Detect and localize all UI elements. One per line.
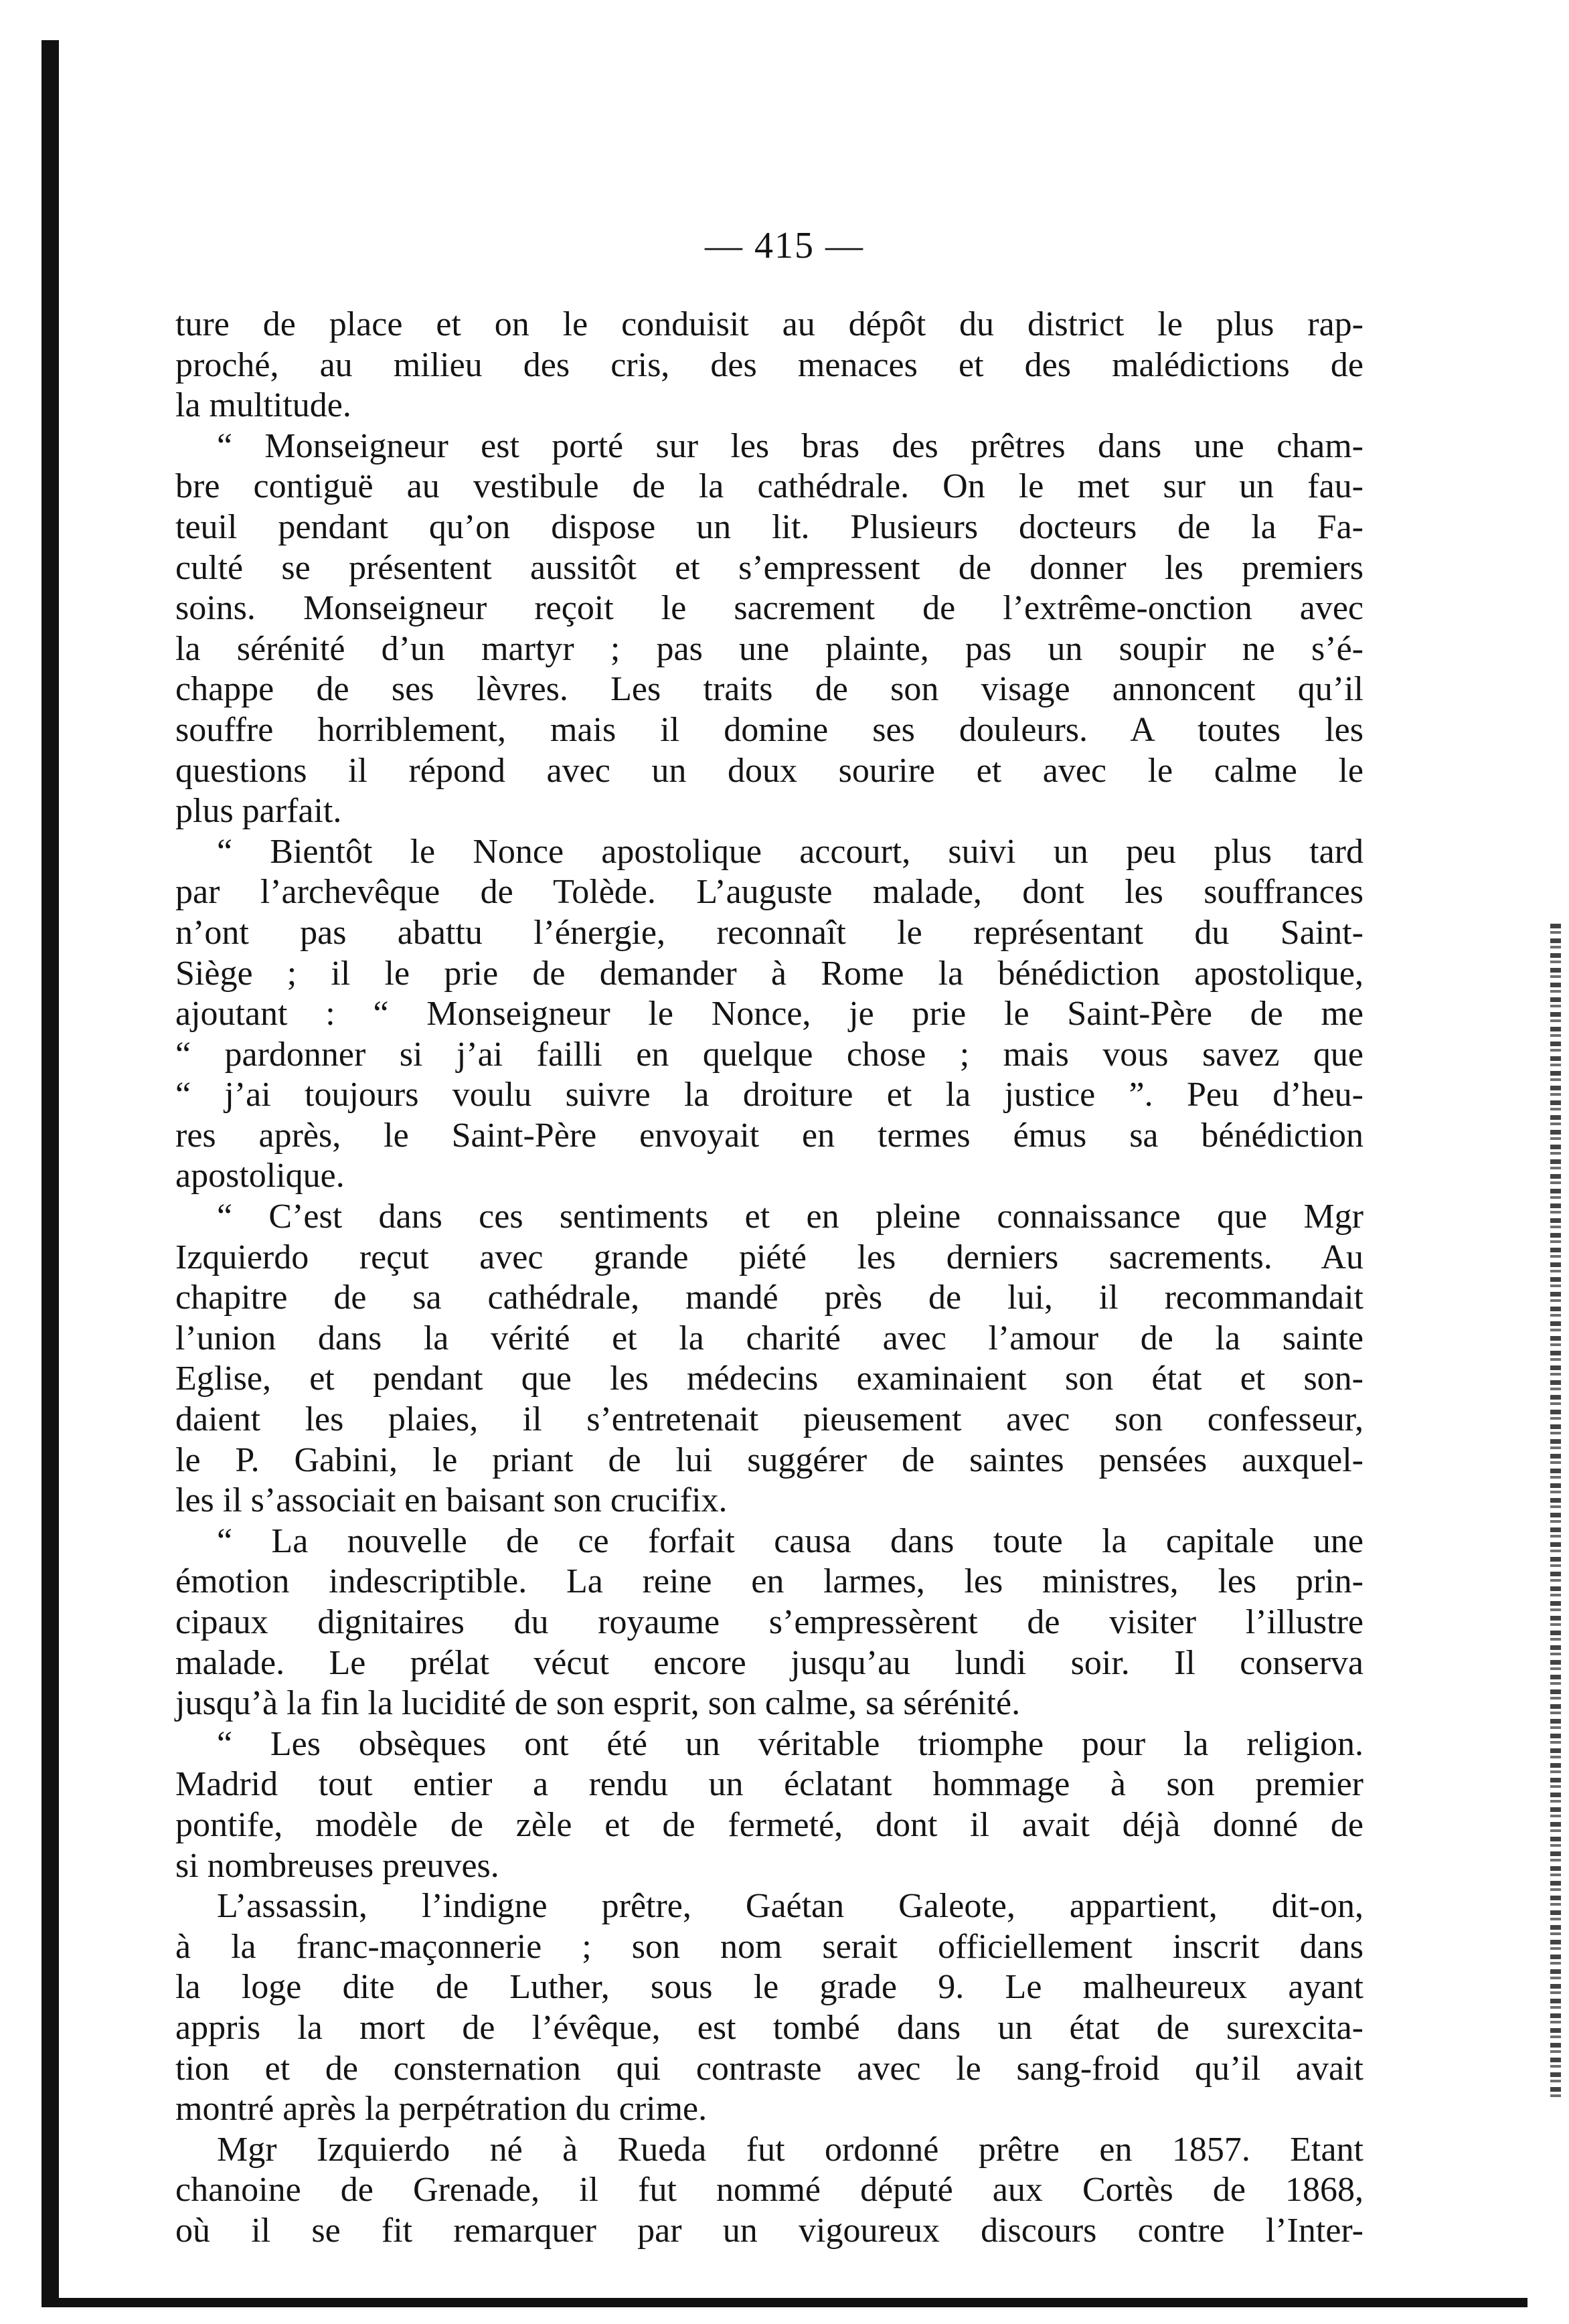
text-line: apostolique. xyxy=(175,1157,345,1195)
scan-border-bottom xyxy=(42,2298,1527,2307)
text-line: res après, le Saint-Père envoyait en termes émus sa bénédiction xyxy=(175,1116,1364,1155)
text-line: chappe de ses lèvres. Les traits de son visage annoncent qu’il xyxy=(175,670,1364,709)
text-line: cipaux dignitaires du royaume s’empressèrent de visiter l’illustre xyxy=(175,1603,1364,1641)
text-line: malade. Le prélat vécut encore jusqu’au lundi soir. Il conserva xyxy=(175,1643,1364,1682)
text-line: chanoine de Grenade, il fut nommé député aux Cortès de 1868, xyxy=(175,2171,1364,2210)
text-line: “ j’ai toujours voulu suivre la droiture et la justice ”. Peu d’heu- xyxy=(175,1076,1364,1114)
text-line: ajoutant : “ Monseigneur le Nonce, je prie le Saint-Père de me xyxy=(175,995,1364,1033)
text-line: Izquierdo reçut avec grande piété les derniers sacrements. Au xyxy=(175,1238,1364,1276)
text-line: l’union dans la vérité et la charité avec l’amour de la sainte xyxy=(175,1319,1364,1357)
text-line: n’ont pas abattu l’énergie, reconnaît le représentant du Saint- xyxy=(175,913,1364,952)
text-line: “ pardonner si j’ai failli en quelque chose ; mais vous savez que xyxy=(175,1035,1364,1074)
text-line: par l’archevêque de Tolède. L’auguste malade, dont les souffrances xyxy=(175,873,1364,912)
text-line: Eglise, et pendant que les médecins examinaient son état et son- xyxy=(175,1359,1364,1398)
text-line: proché, au milieu des cris, des menaces et des malédictions de xyxy=(175,345,1364,384)
text-line: chapitre de sa cathédrale, mandé près de lui, il recommandait xyxy=(175,1278,1364,1317)
text-line: le P. Gabini, le priant de lui suggérer de saintes pensées auxquel- xyxy=(175,1440,1364,1479)
text-line: “ Les obsèques ont été un véritable triomphe pour la religion. xyxy=(217,1724,1364,1763)
text-line: “ Bientôt le Nonce apostolique accourt, suivi un peu plus tard xyxy=(217,832,1364,871)
scan-noise-right xyxy=(1550,924,1561,2102)
text-line: à la franc-maçonnerie ; son nom serait officiellement inscrit dans xyxy=(175,1927,1364,1966)
text-line: “ Monseigneur est porté sur les bras des prêtres dans une cham- xyxy=(217,426,1364,465)
text-line: teuil pendant qu’on dispose un lit. Plusieurs docteurs de la Fa- xyxy=(175,507,1364,546)
scan-border-left xyxy=(42,40,59,2306)
text-line: culté se présentent aussitôt et s’empressent de donner les premiers xyxy=(175,548,1364,587)
text-line: Siège ; il le prie de demander à Rome la bénédiction apostolique, xyxy=(175,954,1364,993)
text-line: soins. Monseigneur reçoit le sacrement de l’extrême-onction avec xyxy=(175,589,1364,628)
text-line: la loge dite de Luther, sous le grade 9. Le malheureux ayant xyxy=(175,1968,1364,2007)
text-line: émotion indescriptible. La reine en larmes, les ministres, les prin- xyxy=(175,1562,1364,1601)
text-line: Madrid tout entier a rendu un éclatant hommage à son premier xyxy=(175,1765,1364,1804)
text-line: la multitude. xyxy=(175,386,351,425)
text-line: si nombreuses preuves. xyxy=(175,1846,499,1885)
text-line: souffre horriblement, mais il domine ses douleurs. A toutes les xyxy=(175,710,1364,749)
text-line: la sérénité d’un martyr ; pas une plainte, pas un soupir ne s’é- xyxy=(175,629,1364,668)
text-line: questions il répond avec un doux sourire et avec le calme le xyxy=(175,751,1364,790)
text-line: daient les plaies, il s’entretenait pieusement avec son confesseur, xyxy=(175,1400,1364,1439)
text-line: “ C’est dans ces sentiments et en pleine connaissance que Mgr xyxy=(217,1197,1364,1236)
text-line: tion et de consternation qui contraste avec le sang-froid qu’il avait xyxy=(175,2049,1364,2088)
text-line: ture de place et on le conduisit au dépôt du district le plus rap- xyxy=(175,305,1364,343)
text-line: plus parfait. xyxy=(175,792,342,831)
text-line: montré après la perpétration du crime. xyxy=(175,2090,708,2129)
text-line: appris la mort de l’évêque, est tombé dans un état de surexcita- xyxy=(175,2008,1364,2047)
text-line: “ La nouvelle de ce forfait causa dans toute la capitale une xyxy=(217,1521,1364,1560)
text-line: pontife, modèle de zèle et de fermeté, dont il avait déjà donné de xyxy=(175,1805,1364,1844)
text-line: L’assassin, l’indigne prêtre, Gaétan Galeote, appartient, dit-on, xyxy=(217,1887,1364,1926)
text-line: jusqu’à la fin la lucidité de son esprit, son calme, sa sérénité. xyxy=(175,1684,1021,1723)
text-line: les il s’associait en baisant son crucifix. xyxy=(175,1481,728,1520)
text-line: bre contiguë au vestibule de la cathédrale. On le met sur un fau- xyxy=(175,467,1364,506)
body-text xyxy=(175,305,1364,2252)
text-line: Mgr Izquierdo né à Rueda fut ordonné prêtre en 1857. Etant xyxy=(217,2130,1364,2169)
text-line: où il se fit remarquer par un vigoureux discours contre l’Inter- xyxy=(175,2211,1364,2250)
page-number: — 415 — xyxy=(705,225,864,266)
